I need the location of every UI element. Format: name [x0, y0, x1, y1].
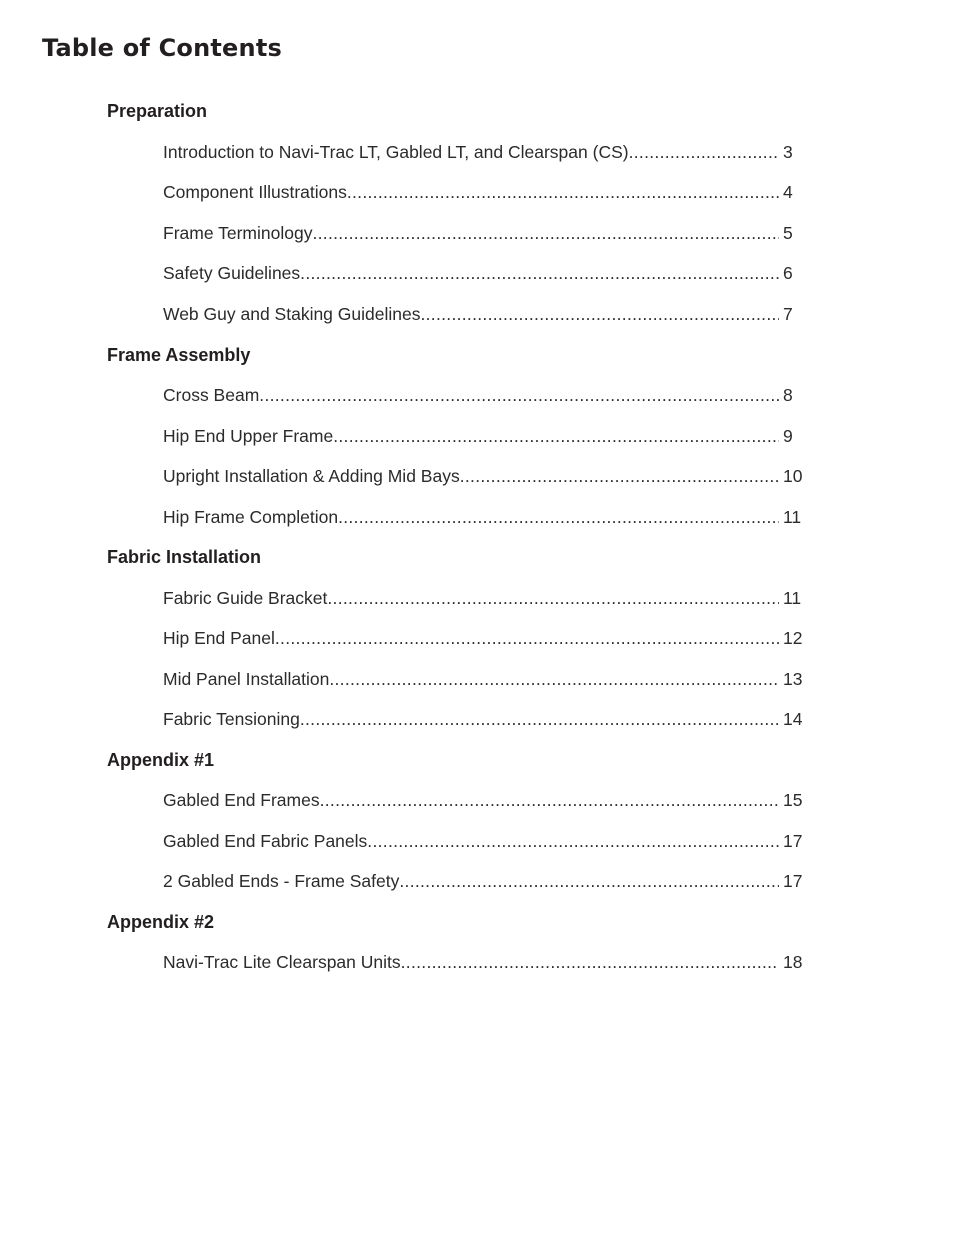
page-title: Table of Contents [42, 34, 282, 62]
toc-entry[interactable] [163, 220, 803, 246]
toc-entry[interactable] [163, 787, 803, 813]
toc-entry[interactable] [163, 949, 803, 975]
dot-leader [338, 504, 779, 530]
dot-leader [275, 625, 779, 651]
toc-entry[interactable] [163, 179, 803, 205]
toc-entry-page: 17 [783, 831, 803, 851]
toc-entry[interactable] [163, 868, 803, 894]
dot-leader [300, 706, 779, 732]
dot-leader [312, 220, 779, 246]
toc-entry-label: Fabric Guide Bracket [163, 588, 328, 608]
toc-entry-page: 8 [783, 385, 793, 405]
dot-leader [420, 301, 779, 327]
toc-entry-page: 10 [783, 466, 803, 486]
section-heading-frame-assembly: Frame Assembly [107, 345, 251, 365]
toc-entry-page: 4 [783, 182, 793, 202]
toc-entry-label: Gabled End Fabric Panels [163, 831, 368, 851]
dot-leader [367, 828, 779, 854]
toc-entry[interactable] [163, 260, 803, 286]
toc-entry-label: Fabric Tensioning [163, 709, 300, 729]
toc-entry-label: Cross Beam [163, 385, 260, 405]
toc-entry-page: 14 [783, 709, 803, 729]
toc-entry-label: Navi-Trac Lite Clearspan Units [163, 952, 401, 972]
toc-entry-label: Hip Frame Completion [163, 507, 339, 527]
toc-entry-label: Gabled End Frames [163, 790, 320, 810]
dot-leader [347, 179, 779, 205]
toc-entry[interactable] [163, 504, 803, 530]
dot-leader [629, 139, 779, 165]
toc-entry[interactable] [163, 585, 803, 611]
toc-entry[interactable] [163, 828, 803, 854]
toc-entry-label: Introduction to Navi-Trac LT, Gabled LT, and Clearspan (CS) [163, 142, 629, 162]
toc-entry[interactable] [163, 301, 803, 327]
dot-leader [259, 382, 779, 408]
toc-entry-page: 3 [783, 142, 793, 162]
toc-entry[interactable] [163, 139, 803, 165]
section-heading-preparation: Preparation [107, 101, 208, 121]
toc-entry-page: 12 [783, 628, 803, 648]
dot-leader [329, 666, 779, 692]
section-heading-fabric-installation: Fabric Installation [107, 547, 262, 567]
toc-entry-page: 17 [783, 871, 803, 891]
dot-leader [460, 463, 779, 489]
toc-entry-label: Hip End Panel [163, 628, 275, 648]
toc-entry-page: 11 [783, 588, 802, 608]
dot-leader [300, 260, 779, 286]
toc-entry-label: Safety Guidelines [163, 263, 301, 283]
toc-entry[interactable] [163, 423, 803, 449]
toc-entry[interactable] [163, 382, 803, 408]
toc-entry-label: Upright Installation & Adding Mid Bays [163, 466, 460, 486]
dot-leader [399, 868, 779, 894]
toc-entry-page: 9 [783, 426, 793, 446]
toc-entry[interactable] [163, 463, 803, 489]
dot-leader [401, 949, 779, 975]
toc-entry-label: 2 Gabled Ends - Frame Safety [163, 871, 400, 891]
dot-leader [333, 423, 779, 449]
toc-entry[interactable] [163, 666, 803, 692]
section-heading-appendix-1: Appendix #1 [107, 750, 215, 770]
toc-entry-page: 5 [783, 223, 793, 243]
toc-entry-label: Frame Terminology [163, 223, 313, 243]
toc-entry-label: Mid Panel Installation [163, 669, 330, 689]
toc-entry-page: 11 [783, 507, 802, 527]
section-heading-appendix-2: Appendix #2 [107, 912, 215, 932]
toc-entry-page: 18 [783, 952, 803, 972]
toc-entry[interactable] [163, 706, 803, 732]
toc-entry-label: Hip End Upper Frame [163, 426, 334, 446]
toc-entry-page: 15 [783, 790, 803, 810]
toc-entry-page: 7 [783, 304, 793, 324]
dot-leader [320, 787, 779, 813]
toc-entry-label: Component Illustrations [163, 182, 347, 202]
toc-entry-page: 6 [783, 263, 793, 283]
toc-entry-page: 13 [783, 669, 803, 689]
toc-entry-label: Web Guy and Staking Guidelines [163, 304, 421, 324]
toc-entry[interactable] [163, 625, 803, 651]
dot-leader [327, 585, 779, 611]
